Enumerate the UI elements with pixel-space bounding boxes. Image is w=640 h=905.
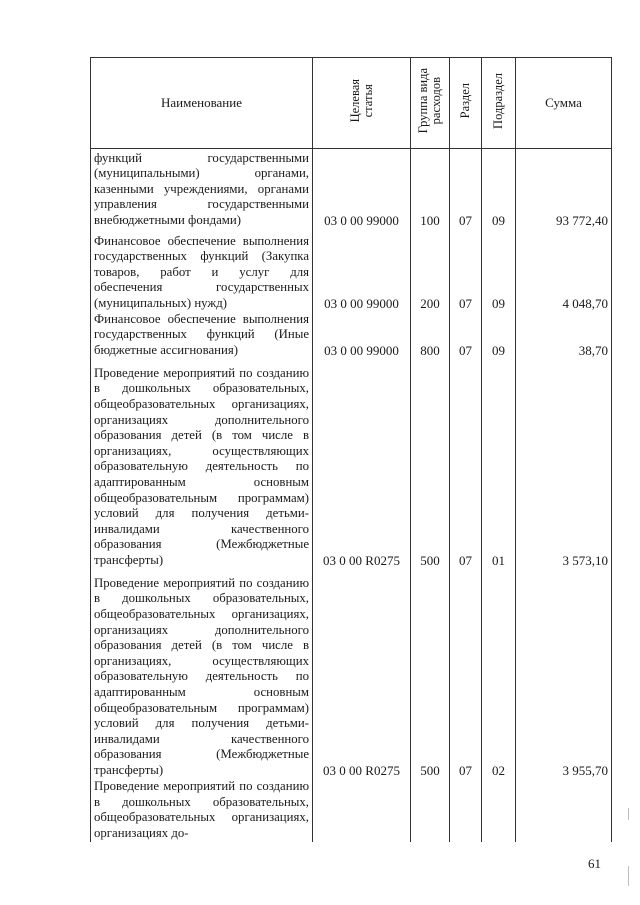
table-header-row bbox=[91, 58, 612, 149]
table-row bbox=[91, 359, 612, 569]
row-expense-group: 800 bbox=[411, 312, 450, 359]
row-target-article bbox=[313, 779, 411, 842]
table-row bbox=[91, 312, 612, 359]
row-sum: 3 955,70 bbox=[516, 569, 612, 779]
row-subsection: 02 bbox=[482, 569, 516, 779]
row-name: Проведение мероприятий по созданию в дошкольных образовательных, общеобразовательных организациях, организациях дополнительного образования детей (в том числе в организациях, осуществляющих образовательную деятельность по адаптированным основным общеобразовательным программам) условий для получения детьми-инвалидами качественного образования (Межбюджетные трансферты) bbox=[91, 569, 313, 779]
row-section: 07 bbox=[450, 312, 482, 359]
row-section: 07 bbox=[450, 359, 482, 569]
table-row bbox=[91, 229, 612, 312]
row-expense-group: 500 bbox=[411, 359, 450, 569]
page-number: 61 bbox=[588, 856, 601, 871]
table-row bbox=[91, 149, 612, 229]
row-expense-group: 500 bbox=[411, 569, 450, 779]
row-subsection: 09 bbox=[482, 229, 516, 312]
row-target-article: 03 0 00 R0275 bbox=[313, 359, 411, 569]
header-name: Наименование bbox=[91, 58, 313, 149]
header-section: Раздел bbox=[450, 58, 482, 149]
row-expense-group: 200 bbox=[411, 229, 450, 312]
row-name: Проведение мероприятий по созданию в дошкольных образовательных, общеобразовательных организациях, организациях дополнительного образования детей (в том числе в организациях, осуществляющих образовательную деятельность по адаптированным основным общеобразовательным программам) условий для получения детьми-инвалидами качественного образования (Межбюджетные трансферты) bbox=[91, 359, 313, 569]
scan-edge-mark bbox=[628, 866, 629, 886]
row-section bbox=[450, 779, 482, 842]
row-sum: 4 048,70 bbox=[516, 229, 612, 312]
row-name: функций государственными (муниципальными) органами, казенными учреждениями, органами управления государственными внебюджетными фондами) bbox=[91, 149, 313, 229]
table-row bbox=[91, 779, 612, 842]
table-row bbox=[91, 569, 612, 779]
row-target-article: 03 0 00 R0275 bbox=[313, 569, 411, 779]
row-name: Проведение мероприятий по созданию в дошкольных образовательных, общеобразовательных организациях, организациях до- bbox=[91, 779, 313, 842]
row-section: 07 bbox=[450, 229, 482, 312]
row-section: 07 bbox=[450, 569, 482, 779]
row-sum: 93 772,40 bbox=[516, 149, 612, 229]
row-sum bbox=[516, 779, 612, 842]
row-subsection: 09 bbox=[482, 149, 516, 229]
header-subsection: Подраздел bbox=[482, 58, 516, 149]
header-sum: Сумма bbox=[516, 58, 612, 149]
header-expense-group: Группа вида расходов bbox=[411, 58, 450, 149]
row-sum: 3 573,10 bbox=[516, 359, 612, 569]
row-subsection: 09 bbox=[482, 312, 516, 359]
row-sum: 38,70 bbox=[516, 312, 612, 359]
row-subsection bbox=[482, 779, 516, 842]
row-target-article: 03 0 00 99000 bbox=[313, 312, 411, 359]
budget-table bbox=[90, 57, 612, 842]
row-expense-group bbox=[411, 779, 450, 842]
scan-edge-mark bbox=[628, 808, 629, 820]
row-name: Финансовое обеспечение выполнения государственных функций (Закупка товаров, работ и услуг для обеспечения государственных (муниципальных) нужд) bbox=[91, 229, 313, 312]
header-target-article: Целевая статья bbox=[313, 58, 411, 149]
row-target-article: 03 0 00 99000 bbox=[313, 229, 411, 312]
row-section: 07 bbox=[450, 149, 482, 229]
row-name: Финансовое обеспечение выполнения государственных функций (Иные бюджетные ассигнования) bbox=[91, 312, 313, 359]
row-subsection: 01 bbox=[482, 359, 516, 569]
row-target-article: 03 0 00 99000 bbox=[313, 149, 411, 229]
row-expense-group: 100 bbox=[411, 149, 450, 229]
